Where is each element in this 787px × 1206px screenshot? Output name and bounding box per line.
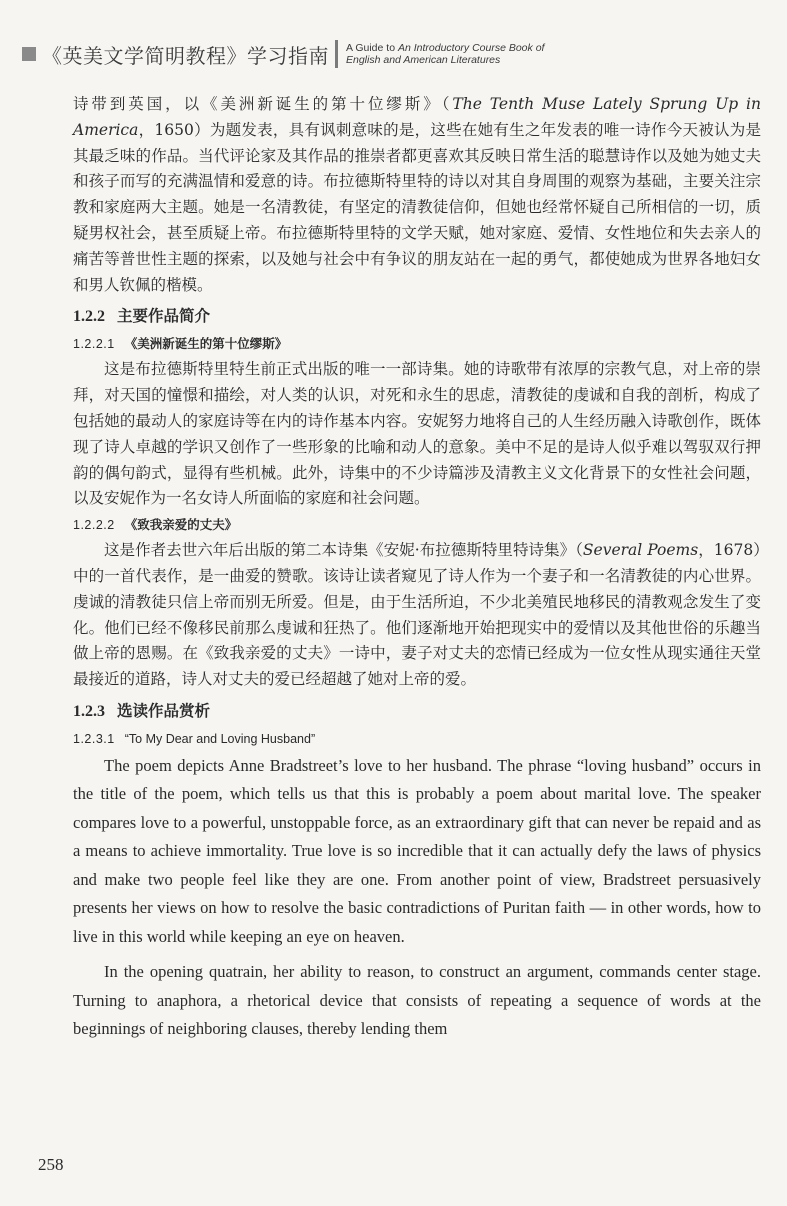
header-divider xyxy=(335,40,338,68)
paragraph-1-2-2-1: 这是布拉德斯特里特生前正式出版的唯一一部诗集。她的诗歌带有浓厚的宗教气息，对上帝的崇拜，对天国的憧憬和描绘，对人类的认识，对死和永生的思虑，清教徒的虔诚和自我的剖析，构成了包括她的最动人的家庭诗等在内的诗作基本内容。安妮努力地将自己的人生经历融入诗歌创作，既体现了诗人卓越的学识又创作了一些形象的比喻和动人的意象。美中不足的是诗人似乎难以驾驭双行押韵的偶句韵式，显得有些机械。此外，诗集中的不少诗篇涉及清教主义文化背景下的女性社会问题，以及安妮作为一名女诗人所面临的家庭和社会问题。 xyxy=(73,360,761,508)
subsection-heading-1-2-2-1 xyxy=(73,333,761,355)
subsection-number: 1.2.2.2 xyxy=(73,518,115,533)
paragraph-book-title: Several Poems xyxy=(582,541,699,560)
header-subtitle-plain: A Guide to xyxy=(346,42,398,54)
running-header xyxy=(22,34,762,74)
section-number: 1.2.3 xyxy=(73,702,105,720)
section-title: 主要作品简介 xyxy=(117,306,211,326)
header-subtitle-italic-1: An Introductory Course Book of xyxy=(397,42,545,54)
section-heading-1-2-2 xyxy=(73,304,761,329)
subsection-heading-1-2-2-2 xyxy=(73,514,761,536)
subsection-title: “To My Dear and Loving Husband” xyxy=(124,731,316,746)
subsection-title: 《致我亲爱的丈夫》 xyxy=(124,517,238,533)
page-body xyxy=(73,92,761,1044)
header-subtitle xyxy=(346,42,544,66)
intro-text-2: ，1650）为题发表，具有讽刺意味的是，这些在她有生之年发表的唯一诗作今天被认为是其最乏味的作品。当代评论家及其作品的推崇者都更喜欢其反映日常生活的聪慧诗作以及她为她丈夫和孩子而写的充满温情和爱意的诗。布拉德斯特里特的诗以对其自身周围的观察为基础，主要关注宗教和家庭两大主题。她是一名清教徒，有坚定的清教徒信仰，但她也经常怀疑自己所相信的一切，质疑男权社会，甚至质疑上帝。布拉德斯特里特的文学天赋，她对家庭、爱情、女性地位和失去亲人的痛苦等普世性主题的探索，以及她与社会中有争议的朋友站在一起的勇气，都使她成为世界各地妇女和男人钦佩的楷模。 xyxy=(73,120,761,294)
subsection-number: 1.2.3.1 xyxy=(73,731,115,746)
subsection-heading-1-2-3-1 xyxy=(73,728,761,750)
section-title: 选读作品赏析 xyxy=(117,700,211,720)
header-subtitle-italic-2: English and American Literatures xyxy=(346,54,501,66)
intro-paragraph xyxy=(73,92,761,298)
paragraph-1-2-3-1-b: In the opening quatrain, her ability to reason, to construct an argument, commands center stage. Turning to anaphora, a rhetorical device that consists of repeating a sequence of words at the beginnings of neighboring clauses, thereby lending them xyxy=(73,962,761,1039)
header-title: 《英美文学简明教程》学习指南 xyxy=(42,43,329,68)
intro-text-1: 诗带到英国，以《美洲新诞生的第十位缪斯》（ xyxy=(73,95,453,113)
paragraph-1-2-3-1-a: The poem depicts Anne Bradstreet’s love to her husband. The phrase “loving husband” occurs in the title of the poem, which tells us that this is probably a poem about marital love. The speaker compares love to a powerful, unstoppable force, as an extraordinary gift that can never be repaid and as a means to achieve immortality. True love is so incredible that it can actually defy the laws of physics and make two people feel like they are one. From another point of view, Bradstreet persuasively presents her views on how to resolve the basic contradictions of Puritan faith — in other words, how to live in this world while keeping an eye on heaven. xyxy=(73,755,761,946)
paragraph-text-2: ，1678）中的一首代表作，是一曲爱的赞歌。该诗让读者窥见了诗人作为一个妻子和一名清教徒的内心世界。虔诚的清教徒只信上帝而别无所爱。但是，由于生活所迫，不少北美殖民地移民的清教观念发生了变化。他们已经不像移民前那么虔诚和狂热了。他们逐渐地开始把现实中的爱情以及其他世俗的乐趣当做上帝的恩赐。在《致我亲爱的丈夫》一诗中，妻子对丈夫的恋情已经成为一位女性从现实通往天堂最接近的道路，诗人对丈夫的爱已经超越了她对上帝的爱。 xyxy=(73,541,762,689)
header-square-icon xyxy=(22,47,36,61)
section-heading-1-2-3 xyxy=(73,699,761,724)
page-number: 258 xyxy=(38,1155,64,1174)
paragraph-1-2-2-2 xyxy=(73,538,761,693)
paragraph-text-1: 这是作者去世六年后出版的第二本诗集《安妮·布拉德斯特里特诗集》（ xyxy=(104,541,583,560)
subsection-number: 1.2.2.1 xyxy=(73,337,115,352)
intro-book-title: The Tenth Muse Lately Sprung Up in America xyxy=(73,95,761,139)
subsection-title: 《美洲新诞生的第十位缪斯》 xyxy=(124,336,288,352)
section-number: 1.2.2 xyxy=(73,308,105,326)
